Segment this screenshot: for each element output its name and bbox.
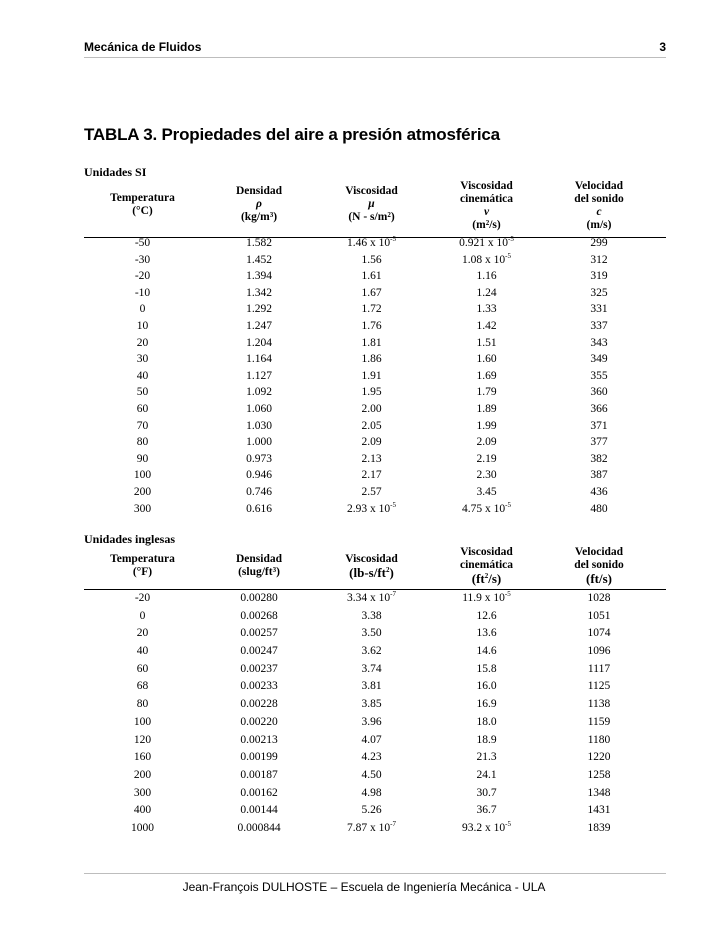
cell-temperature: 400 [133,804,152,817]
table-row [84,787,666,805]
cell-density: 0.00280 [240,592,278,604]
cell-sound-speed: 360 [590,386,608,399]
cell-kinematic-viscosity: 16.0 [476,680,497,693]
cell-density: 0.973 [246,452,272,465]
cell-sound-speed: 299 [590,237,608,249]
cell-temperature: -20 [134,592,151,604]
cell-viscosity: 1.61 [361,270,382,283]
cell-temperature: 20 [136,336,149,349]
cell-kinematic-viscosity: 1.08 x $10^{-5}$ [462,251,511,266]
cell-density: 0.00268 [240,609,278,622]
table-row [84,680,666,698]
cell-sound-speed: 1839 [587,821,611,834]
cell-sound-speed: 1431 [587,804,611,817]
cell-density: 1.342 [246,286,272,299]
cell-density: 0.00162 [240,786,278,799]
table-row [84,716,666,734]
cell-viscosity: 3.62 [361,645,382,658]
cell-sound-speed: 1028 [587,592,611,604]
table-row [84,663,666,681]
cell-density: 1.030 [246,419,272,432]
english-header-viscosity: Viscosidad $(lb-s/ft^2)$ [345,553,398,580]
english-table-body [84,592,666,840]
cell-temperature: 70 [136,419,149,432]
cell-viscosity: 1.95 [361,386,382,399]
table-row [84,353,666,370]
cell-temperature: 68 [136,680,149,693]
cell-kinematic-viscosity: 1.69 [476,369,497,382]
english-table-header [84,546,666,590]
cell-temperature: -30 [134,253,151,266]
cell-temperature: 200 [133,768,152,781]
table-row [84,769,666,787]
cell-temperature: 50 [136,386,149,399]
cell-sound-speed: 480 [590,502,608,515]
cell-viscosity: 1.67 [361,286,382,299]
cell-density: 1.292 [246,303,272,316]
table-row [84,436,666,453]
cell-viscosity: 2.00 [361,402,382,415]
cell-sound-speed: 343 [590,336,608,349]
cell-sound-speed: 1051 [587,609,611,622]
table-row [84,251,666,271]
cell-density: 1.092 [246,386,272,399]
cell-temperature: 30 [136,353,149,366]
cell-sound-speed: 1074 [587,627,611,640]
cell-temperature: 80 [136,436,149,449]
cell-sound-speed: 1220 [587,751,611,764]
cell-sound-speed: 366 [590,402,608,415]
table-row [84,819,666,840]
cell-temperature: 100 [133,715,152,728]
cell-viscosity: 1.91 [361,369,382,382]
si-table-header [84,180,666,238]
cell-viscosity: 2.09 [361,436,382,449]
cell-temperature: 60 [136,402,149,415]
cell-sound-speed: 325 [590,286,608,299]
cell-kinematic-viscosity: 2.19 [476,452,497,465]
cell-density: 0.00213 [240,733,278,746]
cell-temperature: 20 [136,627,149,640]
cell-temperature: 0 [139,609,146,622]
table-row [84,403,666,420]
table-row [84,500,666,520]
cell-kinematic-viscosity: 2.09 [476,436,497,449]
cell-sound-speed: 1258 [587,768,611,781]
cell-temperature: 40 [136,369,149,382]
cell-viscosity: 4.98 [361,786,382,799]
cell-temperature: 80 [136,698,149,711]
cell-sound-speed: 377 [590,436,608,449]
cell-sound-speed: 371 [590,419,608,432]
table-row [84,420,666,437]
table-row [84,751,666,769]
cell-kinematic-viscosity: 1.33 [476,303,497,316]
cell-kinematic-viscosity: 1.51 [476,336,497,349]
english-header-sound-speed: Velocidad del sonido (ft/s) [574,546,624,586]
cell-kinematic-viscosity: 14.6 [476,645,497,658]
page-footer: Jean-François DULHOSTE – Escuela de Ingeniería Mecánica - ULA [182,880,546,894]
cell-temperature: 120 [133,733,152,746]
table-title: TABLA 3. Propiedades del aire a presión atmosférica [84,125,500,144]
cell-density: 1.247 [246,319,272,332]
table-row [84,804,666,822]
cell-density: 0.00257 [240,627,278,640]
english-header-density: Densidad $(slug/ft^3)$ [235,553,283,578]
cell-sound-speed: 1117 [587,662,611,675]
si-header-temperature: Temperatura (°C) [110,192,175,217]
english-header-kinematic-viscosity: Viscosidad cinemática $(ft^2/s)$ [459,546,513,586]
cell-kinematic-viscosity: 15.8 [476,662,497,675]
cell-density: 1.204 [246,336,272,349]
english-units-label: Unidades inglesas [84,532,176,546]
cell-viscosity: 3.50 [361,627,382,640]
cell-sound-speed: 1125 [587,680,611,693]
page-header [84,40,666,58]
cell-density: 0.616 [246,502,272,515]
cell-viscosity: 3.96 [361,715,382,728]
cell-temperature: 90 [136,452,149,465]
cell-density: 1.127 [246,369,272,382]
cell-kinematic-viscosity: 1.79 [476,386,497,399]
cell-sound-speed: 1096 [587,645,611,658]
footer-divider [84,873,666,874]
table-row [84,610,666,628]
cell-sound-speed: 337 [590,319,608,332]
cell-density: 1.394 [246,270,272,283]
cell-viscosity: 1.86 [361,353,382,366]
cell-sound-speed: 436 [590,485,608,498]
cell-temperature: 60 [136,662,149,675]
cell-kinematic-viscosity: 36.7 [476,804,497,817]
cell-temperature: -10 [134,286,151,299]
cell-viscosity: 1.81 [361,336,382,349]
cell-viscosity: 7.87 x $10^{-7}$ [347,819,396,834]
table-row [84,337,666,354]
cell-viscosity: 1.72 [361,303,382,316]
cell-temperature: 100 [133,469,152,482]
table-row [84,453,666,470]
cell-sound-speed: 331 [590,303,608,316]
si-table-body [84,237,666,519]
cell-viscosity: 3.85 [361,698,382,711]
cell-temperature: 0 [139,303,146,316]
header-title: Mecánica de Fluidos [84,40,202,54]
cell-viscosity: 3.81 [361,680,382,693]
table-row [84,486,666,503]
cell-density: 0.00233 [240,680,278,693]
cell-viscosity: 1.46 x $10^{-5}$ [347,235,396,249]
cell-density: 0.00220 [240,715,278,728]
cell-viscosity: 3.34 x $10^{-7}$ [347,590,396,604]
table-row [84,386,666,403]
table-row [84,698,666,716]
table-row [84,734,666,752]
cell-kinematic-viscosity: 1.99 [476,419,497,432]
table-row [84,645,666,663]
cell-kinematic-viscosity: 30.7 [476,786,497,799]
table-row [84,469,666,486]
cell-viscosity: 2.93 x $10^{-5}$ [347,500,396,515]
english-header-temperature: Temperatura (°F) [110,553,175,578]
cell-density: 0.00144 [240,804,278,817]
cell-viscosity: 4.23 [361,751,382,764]
cell-kinematic-viscosity: 93.2 x $10^{-5}$ [462,819,511,834]
cell-temperature: -20 [134,270,151,283]
cell-density: 0.00187 [240,768,278,781]
table-row [84,237,666,254]
cell-sound-speed: 1159 [587,715,611,728]
cell-viscosity: 1.76 [361,319,382,332]
cell-density: 1.060 [246,402,272,415]
cell-viscosity: 3.38 [361,609,382,622]
cell-sound-speed: 1348 [587,786,611,799]
cell-temperature: 1000 [131,821,154,834]
table-row [84,287,666,304]
cell-kinematic-viscosity: 18.9 [476,733,497,746]
cell-kinematic-viscosity: 1.60 [476,353,497,366]
cell-kinematic-viscosity: 18.0 [476,715,497,728]
cell-sound-speed: 387 [590,469,608,482]
cell-viscosity: 4.50 [361,768,382,781]
si-header-kinematic-viscosity: Viscosidad cinemática ν $(m^2/s)$ [459,180,513,231]
cell-density: 0.00199 [240,751,278,764]
cell-temperature: 40 [136,645,149,658]
cell-viscosity: 4.07 [361,733,382,746]
cell-density: 0.00247 [240,645,278,658]
cell-density: 1.582 [246,237,272,249]
cell-density: 0.946 [246,469,272,482]
cell-temperature: 200 [133,485,152,498]
cell-viscosity: 2.57 [361,485,382,498]
cell-density: 0.000844 [237,821,281,834]
cell-density: 0.746 [246,485,272,498]
cell-sound-speed: 349 [590,353,608,366]
cell-sound-speed: 1180 [587,733,611,746]
table-row [84,320,666,337]
table-row [84,627,666,645]
cell-kinematic-viscosity: 2.30 [476,469,497,482]
cell-temperature: 10 [136,319,149,332]
cell-kinematic-viscosity: 1.24 [476,286,497,299]
si-units-label: Unidades SI [84,165,147,179]
si-header-density: Densidad ρ $(kg/m^3)$ [235,185,283,223]
cell-kinematic-viscosity: 0.921 x $10^{-5}$ [459,235,514,249]
table-row [84,270,666,287]
cell-sound-speed: 355 [590,369,608,382]
cell-kinematic-viscosity: 3.45 [476,485,497,498]
cell-temperature: -50 [134,237,151,249]
cell-kinematic-viscosity: 11.9 x $10^{-5}$ [462,590,511,604]
cell-viscosity: 2.05 [361,419,382,432]
cell-kinematic-viscosity: 16.9 [476,698,497,711]
cell-viscosity: 1.56 [361,253,382,266]
table-row [84,592,666,610]
page-number: 3 [659,40,666,54]
header-divider [84,57,666,58]
cell-viscosity: 2.17 [361,469,382,482]
cell-kinematic-viscosity: 21.3 [476,751,497,764]
cell-temperature: 300 [133,502,152,515]
cell-sound-speed: 1138 [587,698,611,711]
cell-viscosity: 5.26 [361,804,382,817]
cell-temperature: 160 [133,751,152,764]
cell-kinematic-viscosity: 1.16 [476,270,497,283]
cell-kinematic-viscosity: 12.6 [476,609,497,622]
cell-kinematic-viscosity: 1.42 [476,319,497,332]
si-header-viscosity: Viscosidad μ $(N - s/m^2)$ [345,185,398,223]
table-row [84,370,666,387]
cell-kinematic-viscosity: 4.75 x $10^{-5}$ [462,500,511,515]
cell-density: 0.00228 [240,698,278,711]
cell-temperature: 300 [133,786,152,799]
cell-kinematic-viscosity: 1.89 [476,402,497,415]
cell-sound-speed: 312 [590,253,608,266]
cell-sound-speed: 319 [590,270,608,283]
cell-kinematic-viscosity: 24.1 [476,768,497,781]
cell-density: 0.00237 [240,662,278,675]
cell-density: 1.000 [246,436,272,449]
cell-kinematic-viscosity: 13.6 [476,627,497,640]
cell-density: 1.452 [246,253,272,266]
cell-viscosity: 2.13 [361,452,382,465]
cell-density: 1.164 [246,353,272,366]
cell-sound-speed: 382 [590,452,608,465]
table-row [84,303,666,320]
cell-viscosity: 3.74 [361,662,382,675]
si-header-sound-speed: Velocidad del sonido c (m/s) [574,180,624,231]
